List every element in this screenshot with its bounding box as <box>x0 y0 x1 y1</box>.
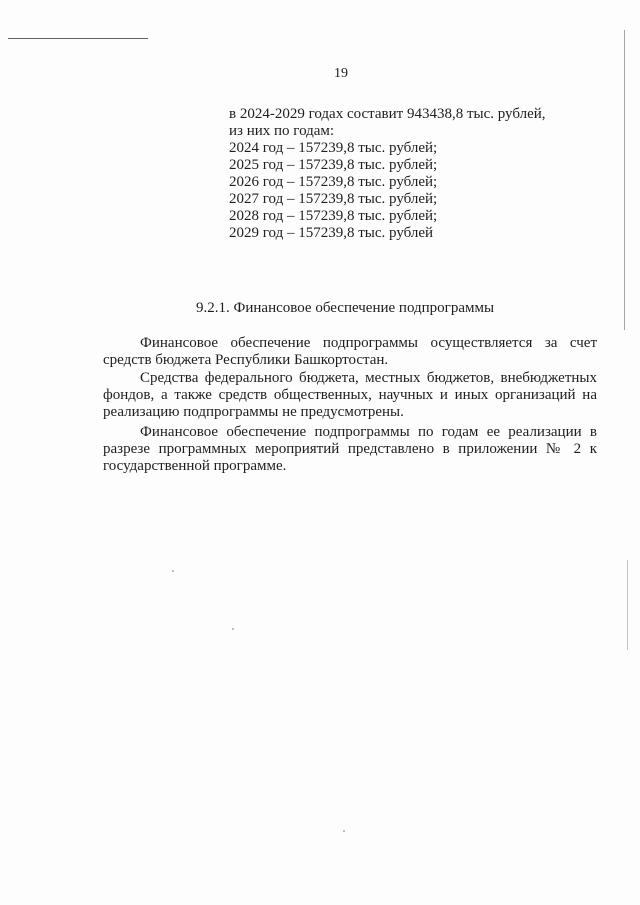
budget-intro-line: в 2024-2029 годах составит 943438,8 тыс. рублей, <box>229 106 546 122</box>
paragraph-text: Средства федерального бюджета, местных бюджетов, внебюджетных фондов, а также средств общественных, научных и иных организаций на реализацию подпрограммы не предусмотрены. <box>103 370 597 420</box>
scan-speck <box>343 830 345 832</box>
scan-artifact-edge <box>624 30 625 330</box>
budget-sub-line: из них по годам: <box>229 123 335 139</box>
budget-year-line: 2027 год – 157239,8 тыс. рублей; <box>229 191 438 207</box>
budget-year-line: 2024 год – 157239,8 тыс. рублей; <box>229 140 438 156</box>
budget-year-line: 2029 год – 157239,8 тыс. рублей <box>229 225 434 241</box>
page-number: 19 <box>334 66 348 81</box>
budget-year-line: 2026 год – 157239,8 тыс. рублей; <box>229 174 438 190</box>
scan-speck <box>172 570 174 572</box>
body-paragraph <box>103 335 597 369</box>
scan-speck <box>232 628 234 630</box>
paragraph-text: Финансовое обеспечение подпрограммы по годам ее реализации в разрезе программных мероприятий представлено в приложении № 2 к государственной программе. <box>103 424 597 474</box>
body-paragraph <box>103 370 597 421</box>
section-heading: 9.2.1. Финансовое обеспечение подпрограммы <box>196 300 495 316</box>
scan-artifact-line <box>8 38 148 39</box>
budget-year-line: 2028 год – 157239,8 тыс. рублей; <box>229 208 438 224</box>
budget-year-line: 2025 год – 157239,8 тыс. рублей; <box>229 157 438 173</box>
scan-artifact-edge <box>627 560 628 650</box>
body-paragraph <box>103 424 597 475</box>
budget-summary <box>229 106 546 242</box>
paragraph-text: Финансовое обеспечение подпрограммы осуществляется за счет средств бюджета Республики Башкортостан. <box>103 335 597 368</box>
